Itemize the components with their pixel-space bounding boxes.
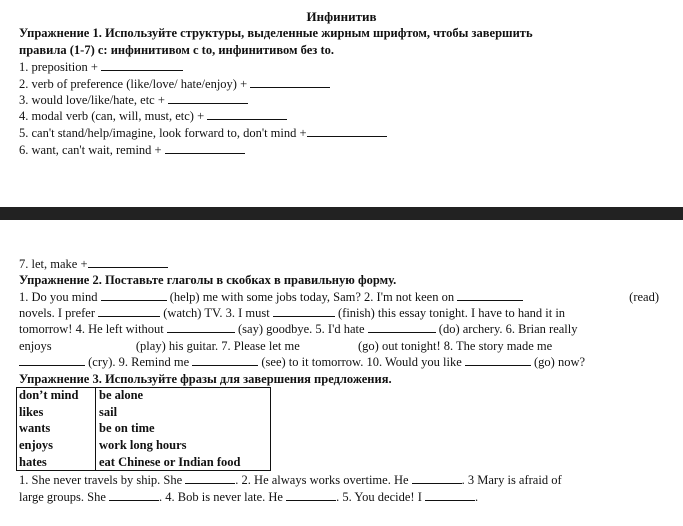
answer-blank (412, 473, 462, 484)
answer-blank (109, 490, 159, 501)
answer-blank (250, 77, 330, 88)
exercise-2-heading: Упражнение 2. Поставьте глаголы в скобках в правильную форму. (19, 273, 397, 287)
exercise-2-line-4: enjoys (play) his guitar. 7. Please let me (go) out tonight! 8. The story made me (19, 339, 553, 353)
exercise-3-line-1: 1. She never travels by ship. She . 2. He always works overtime. He . 3 Mary is afraid of (19, 473, 562, 487)
answer-blank (425, 490, 475, 501)
rule-item-6: 6. want, can't wait, remind + (19, 142, 245, 158)
answer-blank (457, 290, 523, 301)
exercise-2-line-5: (cry). 9. Remind me (see) to it tomorrow. 10. Would you like (go) now? (19, 354, 659, 370)
exercise-3-heading: Упражнение 3. Используйте фразы для завершения предложения. (19, 372, 392, 386)
answer-blank (465, 355, 531, 366)
page-divider (0, 207, 683, 220)
exercise-1-heading-line-1: Упражнение 1. Используйте структуры, выделенные жирным шрифтом, чтобы завершить (19, 26, 533, 40)
answer-blank (368, 322, 436, 333)
answer-blank (167, 322, 235, 333)
answer-blank (101, 60, 183, 71)
answer-blank (185, 473, 235, 484)
exercise-2-line-3: tomorrow! 4. He left without (say) goodbye. 5. I'd hate (do) archery. 6. Brian really (19, 322, 578, 336)
phrase-table (16, 387, 266, 470)
answer-blank (273, 306, 335, 317)
table-row: hates eat Chinese or Indian food (16, 453, 266, 470)
rule-item-5: 5. can't stand/help/imagine, look forward to, don't mind + (19, 125, 387, 141)
answer-blank (168, 93, 248, 104)
rule-item-7: 7. let, make + (19, 256, 168, 272)
table-row: likes sail (16, 404, 266, 421)
answer-blank (98, 306, 160, 317)
answer-blank (307, 126, 387, 137)
page-title: Инфинитив (306, 9, 377, 24)
rule-item-3: 3. would love/like/hate, etc + (19, 92, 248, 108)
rule-item-2: 2. verb of preference (like/love/ hate/enjoy) + (19, 76, 330, 92)
exercise-1-heading-line-2: правила (1-7) с: инфинитивом с to, инфинитивом без to. (19, 43, 334, 57)
answer-blank (101, 290, 167, 301)
answer-blank (19, 355, 85, 366)
exercise-2-line-1: 1. Do you mind (help) me with some jobs today, Sam? 2. I'm not keen on (read) (19, 290, 659, 304)
answer-blank (165, 143, 245, 154)
answer-blank (192, 355, 258, 366)
answer-blank (88, 257, 168, 268)
exercise-2-line-2: novels. I prefer (watch) TV. 3. I must (finish) this essay tonight. I have to hand it in (19, 306, 566, 320)
exercise-3-line-2: large groups. She . 4. Bob is never late. He . 5. You decide! I . (19, 490, 479, 504)
table-row: don’t mind be alone (16, 387, 266, 404)
answer-blank (207, 109, 287, 120)
table-row: wants be on time (16, 420, 266, 437)
answer-blank (286, 490, 336, 501)
rule-item-4: 4. modal verb (can, will, must, etc) + (19, 108, 287, 124)
table-row: enjoys work long hours (16, 437, 266, 454)
rule-item-1: 1. preposition + (19, 59, 183, 75)
